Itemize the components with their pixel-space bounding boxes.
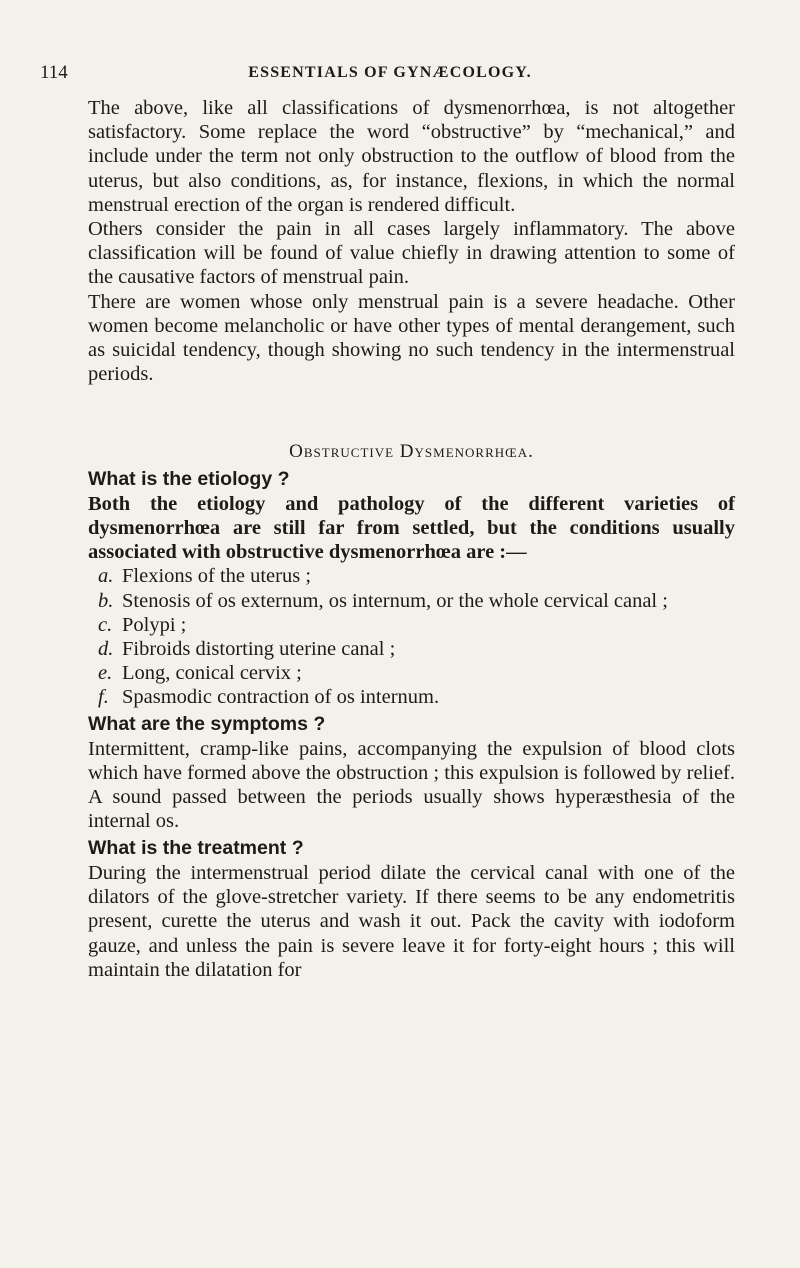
list-item	[88, 637, 735, 661]
etiology-question: What is the etiology ?	[88, 467, 290, 490]
page-number: 114	[40, 62, 68, 83]
list-text: Fibroids distorting uterine canal ;	[122, 638, 396, 661]
paragraph-headache: There are women whose only menstrual pain is a severe headache. Other women become melancholic or have other types of mental derangement, such as suicidal tendency, though showing no such tendency in the intermenstrual periods.	[88, 290, 735, 386]
list-letter: d.	[98, 638, 114, 661]
list-item	[88, 589, 735, 613]
list-letter: b.	[98, 589, 114, 612]
list-item	[88, 613, 735, 637]
list-item	[88, 685, 735, 709]
etiology-list	[88, 564, 735, 709]
symptoms-answer: Intermittent, cramp-like pains, accompanying the expulsion of blood clots which have formed above the obstruction ; this expulsion is followed by relief. A sound passed between the periods usually shows hyperæsthesia of the internal os.	[88, 737, 735, 833]
list-item	[88, 661, 735, 685]
page-header	[40, 62, 740, 88]
list-item	[88, 564, 735, 588]
treatment-answer: During the intermenstrual period dilate the cervical canal with one of the dilators of the glove-stretcher variety. If there seems to be any endometritis present, curette the uterus and wash it out. Pack the cavity with iodoform gauze, and unless the pain is severe leave it for forty-eight hours ; this will maintain the dilatation for	[88, 861, 735, 981]
running-title: ESSENTIALS OF GYNÆCOLOGY.	[248, 64, 532, 81]
list-text: Flexions of the uterus ;	[122, 565, 312, 588]
paragraph-inflammatory: Others consider the pain in all cases largely inflammatory. The above classification will be found of value chiefly in drawing attention to some of the causative factors of menstrual pain.	[88, 218, 735, 289]
symptoms-question: What are the symptoms ?	[88, 712, 326, 735]
list-text: Long, conical cervix ;	[122, 662, 302, 685]
list-text: Polypi ;	[122, 613, 187, 636]
paragraph-classification: The above, like all classifications of dysmenorrhœa, is not altogether satisfactory. Some replace the word “obstructive” by “mechanical,” and include under the term not only obstruction to the outflow of blood from the uterus, but also conditions, as, for instance, flexions, in which the normal menstrual erection of the organ is rendered difficult.	[88, 97, 735, 216]
list-letter: e.	[98, 662, 113, 685]
list-text: Spasmodic contraction of os internum.	[122, 686, 440, 709]
list-letter: f.	[98, 686, 109, 709]
treatment-question: What is the treatment ?	[88, 836, 304, 859]
list-letter: c.	[98, 613, 113, 636]
etiology-answer: Both the etiology and pathology of the different varieties of dysmenorrhœa are still far from settled, but the conditions usually associated with obstructive dysmenorrhœa are :—	[88, 492, 735, 564]
list-letter: a.	[98, 565, 114, 588]
section-title: Obstructive Dysmenorrhœa.	[289, 441, 534, 463]
page-content	[88, 96, 735, 982]
list-text: Stenosis of os externum, os internum, or the whole cervical canal ;	[122, 589, 668, 612]
